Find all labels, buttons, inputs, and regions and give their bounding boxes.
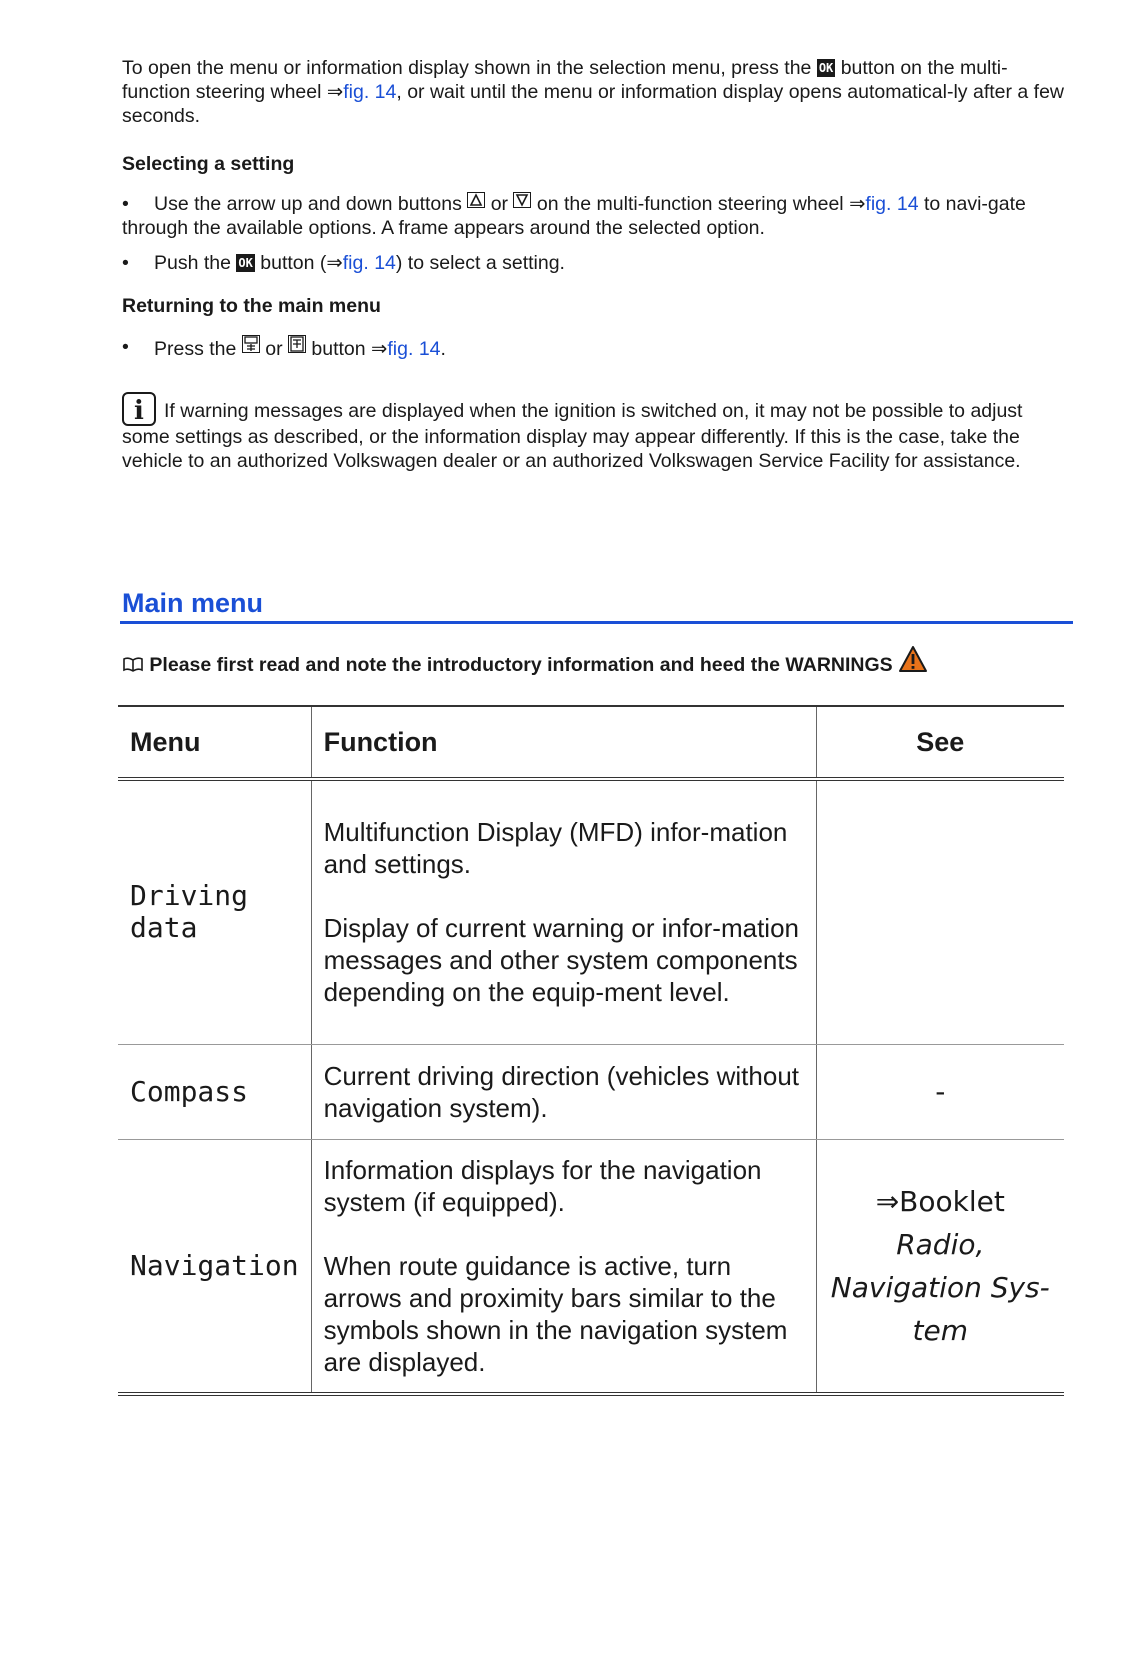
info-note — [122, 392, 1072, 473]
book-icon — [122, 653, 144, 679]
table-row — [118, 1139, 1064, 1394]
bullet-icon: • — [122, 336, 129, 358]
arrow-up-button-icon — [467, 192, 485, 208]
arrow-icon: ⇒ — [371, 338, 388, 360]
header-see: See — [816, 706, 1064, 779]
function-text: Information displays for the navigation system (if equipped). — [323, 1154, 762, 1217]
ok-button-icon: OK — [238, 256, 253, 270]
bullet-icon: • — [122, 193, 129, 215]
fig-14-link[interactable]: fig. 14 — [865, 193, 919, 215]
table-header-row — [118, 706, 1064, 779]
ok-button-icon: OK — [818, 61, 834, 75]
menu-cell: Driving data — [118, 779, 311, 1044]
intro-text-a: To open the menu or information display shown in the selection menu, press the — [122, 57, 812, 79]
see-cell — [816, 779, 1064, 1044]
main-menu-table — [118, 705, 1064, 1396]
booklet-title: Radio, Navigation Sys-tem — [830, 1227, 1050, 1347]
header-menu: Menu — [118, 706, 311, 779]
fig-14-link[interactable]: fig. 14 — [387, 338, 441, 360]
bullet-icon: • — [122, 252, 129, 274]
list-item — [122, 192, 1072, 240]
see-cell: - — [816, 1044, 1064, 1139]
section-title: Main menu — [122, 588, 264, 618]
section-divider — [120, 621, 1073, 624]
info-text: If warning messages are displayed when the ignition is switched on, it may not be possible to adjust some settings as described, or the information display may appear differently. If this is the case, take the vehicle to an authorized Volkswagen dealer or an authorized Volkswagen Service Facility for assistance. — [122, 400, 1023, 472]
fig-14-link[interactable]: fig. 14 — [342, 252, 396, 274]
arrow-icon: ⇒ — [326, 81, 344, 103]
list-item: • Press the or button ⇒fig. 14. — [122, 336, 446, 360]
arrow-icon: ⇒ — [326, 252, 343, 274]
bullet1-text-b: on the multi-function steering wheel — [536, 193, 844, 215]
info-icon: i — [122, 392, 156, 426]
returning-text-b: button — [311, 338, 366, 360]
returning-heading: Returning to the main menu — [122, 295, 381, 317]
function-text: Display of current warning or infor-mation messages and other system components depending on the equip-ment level. — [323, 913, 799, 1008]
bullet2-text-c: ) to select a setting. — [395, 252, 565, 274]
intro-paragraph — [122, 56, 1072, 128]
function-text: Multifunction Display (MFD) infor-mation and settings. — [323, 817, 788, 880]
booklet-reference: ⇒Booklet — [875, 1184, 1005, 1218]
see-cell[interactable] — [816, 1139, 1064, 1394]
bullet2-text-a: Push the — [154, 252, 231, 274]
table-row — [118, 779, 1064, 1044]
function-text: When route guidance is active, turn arrows and proximity bars similar to the symbols shown in the navigation system are displayed. — [323, 1250, 788, 1377]
warning-note — [122, 645, 928, 680]
bullet1-text-c: to navi-gate through the available options. A frame appears around the selected option. — [122, 193, 1026, 239]
function-text: Current driving direction (vehicles without navigation system). — [323, 1060, 800, 1123]
function-cell — [311, 1044, 816, 1139]
arrow-down-button-icon — [513, 192, 531, 208]
header-function: Function — [311, 706, 816, 779]
intro-text-b: button on the multi-function steering wheel — [122, 57, 1008, 103]
menu-home-button-icon — [288, 335, 306, 353]
intro-text-c: , or wait until the menu or information display opens automatical-ly after a few seconds. — [122, 81, 1065, 127]
warning-note-text: Please first read and note the introductory information and heed the WARNINGS — [149, 654, 893, 676]
arrow-icon: ⇒ — [849, 193, 866, 215]
warning-triangle-icon — [898, 645, 928, 680]
menu-back-button-icon — [242, 335, 260, 353]
menu-cell: Compass — [118, 1044, 311, 1139]
function-cell — [311, 1139, 816, 1394]
list-item — [122, 251, 1072, 275]
or-text: or — [490, 193, 509, 215]
function-cell — [311, 779, 816, 1044]
or-text: or — [265, 338, 283, 360]
bullet1-text-a: Use the arrow up and down buttons — [154, 193, 462, 215]
table-row — [118, 1044, 1064, 1139]
fig-14-link[interactable]: fig. 14 — [343, 81, 397, 103]
returning-text-a: Press the — [154, 338, 237, 360]
bullet2-text-b: button ( — [260, 252, 327, 274]
menu-cell: Navigation — [118, 1139, 311, 1394]
selecting-heading: Selecting a setting — [122, 153, 295, 175]
